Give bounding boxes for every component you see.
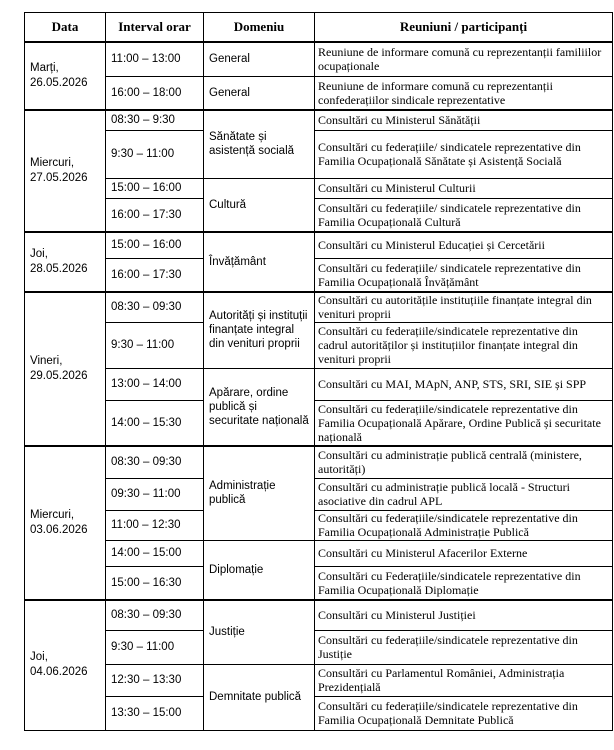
meeting-cell: Consultări cu federațiile/ sindicatele reprezentative din Familia Ocupațională Sănătate și Asistență Socială (315, 130, 613, 178)
schedule-table (24, 12, 613, 731)
interval-cell: 08:30 – 09:30 (106, 292, 204, 322)
interval-cell: 12:30 – 13:30 (106, 664, 204, 696)
date-cell: Miercuri, 03.06.2026 (25, 446, 106, 600)
domain-cell: Cultură (204, 178, 315, 232)
interval-cell: 14:00 – 15:30 (106, 400, 204, 446)
interval-cell: 13:00 – 14:00 (106, 368, 204, 400)
table-row (25, 198, 613, 232)
interval-cell: 13:30 – 15:00 (106, 696, 204, 730)
meeting-cell: Reuniune de informare comună cu reprezentanții confederațiilor sindicale reprezentative (315, 76, 613, 110)
table-row (25, 292, 613, 322)
domain-cell: Apărare, ordine publică și securitate națională (204, 368, 315, 446)
date-cell: Marți, 26.05.2026 (25, 42, 106, 110)
domain-cell: Administrație publică (204, 446, 315, 540)
meeting-cell: Consultări cu Ministerul Culturii (315, 178, 613, 198)
table-row (25, 478, 613, 510)
table-row (25, 130, 613, 178)
table-row (25, 510, 613, 540)
meeting-cell: Consultări cu Ministerul Educației și Cercetării (315, 232, 613, 258)
interval-cell: 16:00 – 17:30 (106, 198, 204, 232)
domain-cell: General (204, 42, 315, 76)
meeting-cell: Consultări cu federațiile/sindicatele reprezentative din Familia Ocupațională Administrație Publică (315, 510, 613, 540)
meeting-cell: Reuniune de informare comună cu reprezentanții familiilor ocupaționale (315, 42, 613, 76)
interval-cell: 11:00 – 12:30 (106, 510, 204, 540)
interval-cell: 9:30 – 11:00 (106, 322, 204, 368)
domain-cell: Demnitate publică (204, 664, 315, 730)
table-row (25, 76, 613, 110)
meeting-cell: Consultări cu federațiile/sindicatele reprezentative din Familia Ocupațională Apărare, Ordine Publică și securitate națională (315, 400, 613, 446)
domain-cell: Justiție (204, 600, 315, 664)
interval-cell: 16:00 – 18:00 (106, 76, 204, 110)
table-row (25, 566, 613, 600)
interval-cell: 14:00 – 15:00 (106, 540, 204, 566)
date-cell: Miercuri, 27.05.2026 (25, 110, 106, 232)
meeting-cell: Consultări cu Parlamentul României, Administrația Prezidențială (315, 664, 613, 696)
date-cell: Joi, 28.05.2026 (25, 232, 106, 292)
meeting-cell: Consultări cu autoritățile instituțiile finanțate integral din venituri proprii (315, 292, 613, 322)
table-row (25, 696, 613, 730)
table-row (25, 600, 613, 630)
table-row (25, 42, 613, 76)
table-row (25, 322, 613, 368)
schedule-body (25, 42, 613, 730)
interval-cell: 08:30 – 9:30 (106, 110, 204, 130)
interval-cell: 9:30 – 11:00 (106, 130, 204, 178)
meeting-cell: Consultări cu Ministerul Justiției (315, 600, 613, 630)
table-row (25, 110, 613, 130)
table-row (25, 258, 613, 292)
header-domeniu: Domeniu (204, 13, 315, 43)
header-reuniuni: Reuniuni / participanți (315, 13, 613, 43)
interval-cell: 16:00 – 17:30 (106, 258, 204, 292)
interval-cell: 15:00 – 16:30 (106, 566, 204, 600)
meeting-cell: Consultări cu federațiile/sindicatele reprezentative din cadrul autorităților și instituțiilor finanțate integral din venituri proprii (315, 322, 613, 368)
interval-cell: 08:30 – 09:30 (106, 446, 204, 478)
domain-cell: Autorități și instituții finanțate integral din venituri proprii (204, 292, 315, 368)
table-row (25, 178, 613, 198)
interval-cell: 15:00 – 16:00 (106, 232, 204, 258)
domain-cell: General (204, 76, 315, 110)
meeting-cell: Consultări cu Federațiile/sindicatele reprezentative din Familia Ocupațională Diplomație (315, 566, 613, 600)
meeting-cell: Consultări cu Ministerul Afacerilor Externe (315, 540, 613, 566)
meeting-cell: Consultări cu federațiile/sindicatele reprezentative din Justiție (315, 630, 613, 664)
header-interval: Interval orar (106, 13, 204, 43)
table-row (25, 664, 613, 696)
meeting-cell: Consultări cu MAI, MApN, ANP, STS, SRI, SIE și SPP (315, 368, 613, 400)
header-row (25, 13, 613, 43)
domain-cell: Diplomație (204, 540, 315, 600)
interval-cell: 9:30 – 11:00 (106, 630, 204, 664)
interval-cell: 15:00 – 16:00 (106, 178, 204, 198)
date-cell: Vineri, 29.05.2026 (25, 292, 106, 446)
date-cell: Joi, 04.06.2026 (25, 600, 106, 730)
table-row (25, 446, 613, 478)
meeting-cell: Consultări cu federațiile/ sindicatele reprezentative din Familia Ocupațională Învățământ (315, 258, 613, 292)
table-row (25, 540, 613, 566)
meeting-cell: Consultări cu federațiile/sindicatele reprezentative din Familia Ocupațională Demnitate Publică (315, 696, 613, 730)
meeting-cell: Consultări cu administrație publică centrală (ministere, autorități) (315, 446, 613, 478)
meeting-cell: Consultări cu federațiile/ sindicatele reprezentative din Familia Ocupațională Cultură (315, 198, 613, 232)
meeting-cell: Consultări cu Ministerul Sănătății (315, 110, 613, 130)
interval-cell: 08:30 – 09:30 (106, 600, 204, 630)
table-row (25, 232, 613, 258)
interval-cell: 11:00 – 13:00 (106, 42, 204, 76)
table-row (25, 630, 613, 664)
table-row (25, 368, 613, 400)
table-row (25, 400, 613, 446)
interval-cell: 09:30 – 11:00 (106, 478, 204, 510)
header-data: Data (25, 13, 106, 43)
domain-cell: Sănătate și asistență socială (204, 110, 315, 178)
domain-cell: Învățământ (204, 232, 315, 292)
meeting-cell: Consultări cu administrație publică locală - Structuri asociative din cadrul APL (315, 478, 613, 510)
